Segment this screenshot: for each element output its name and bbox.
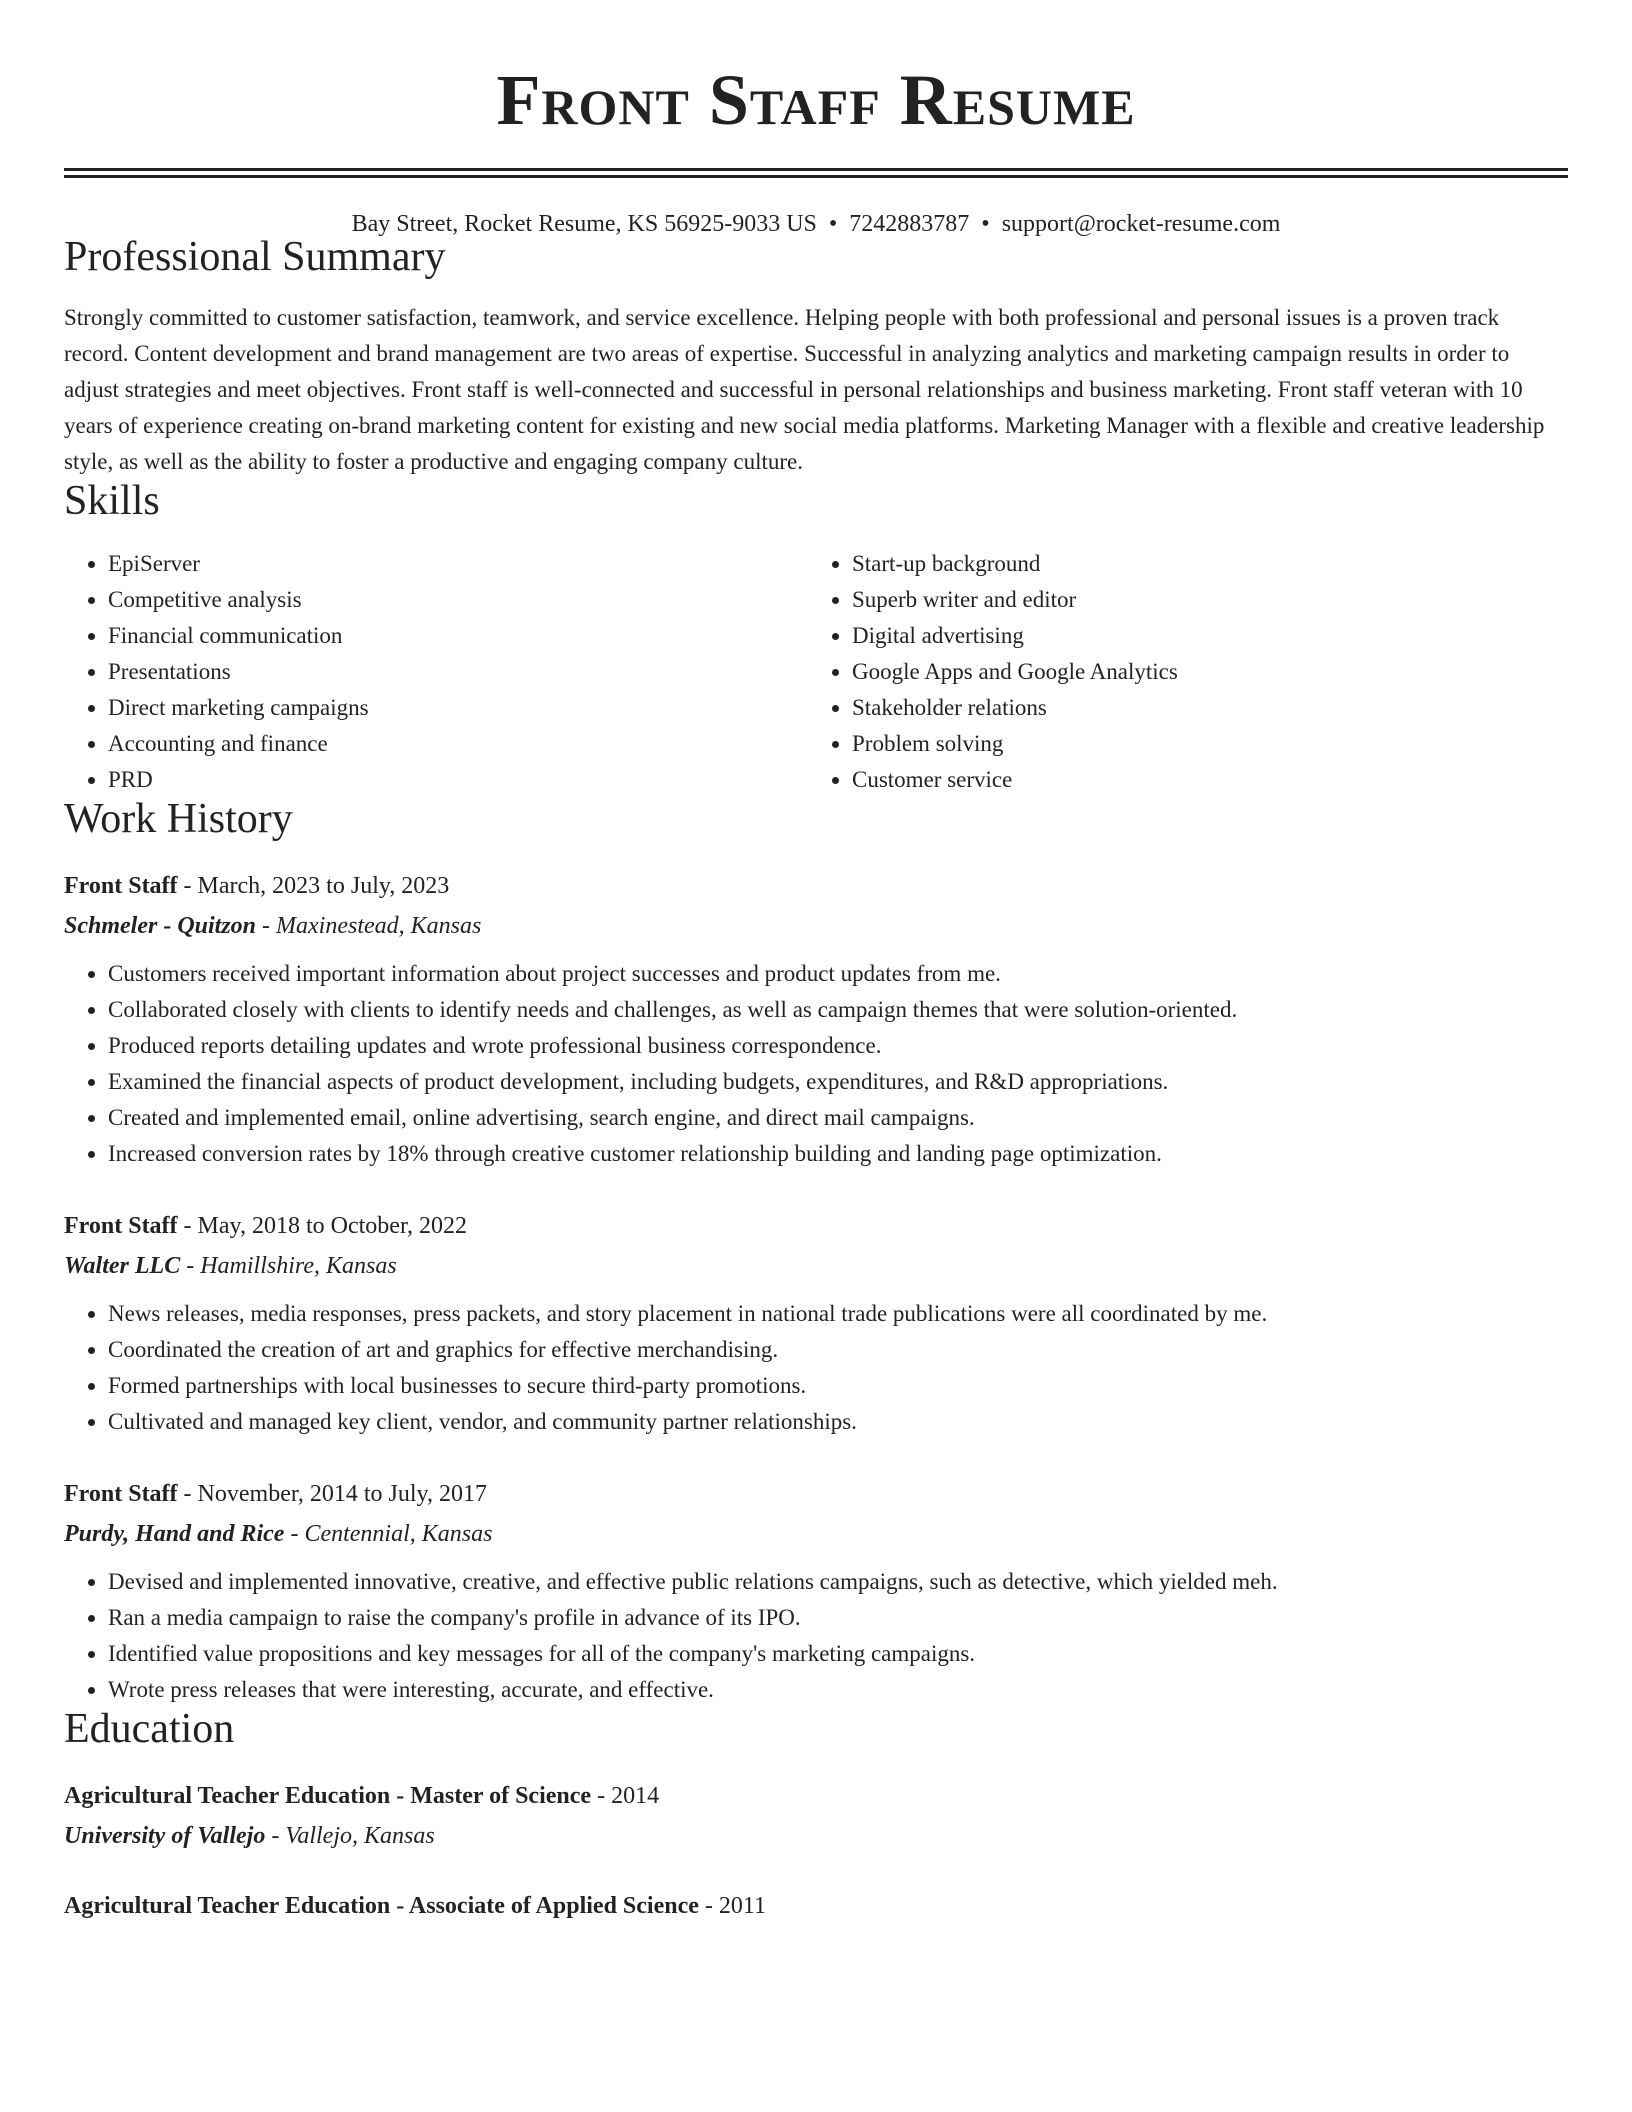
skills-list-left xyxy=(64,546,808,798)
skill-item: • Customer service xyxy=(852,762,1552,798)
skill-item: • Presentations xyxy=(108,654,808,690)
job-bullet: • Examined the financial aspects of product development, including budgets, expenditures, and R&D appropriations. xyxy=(108,1064,1568,1100)
job-bullet: • Customers received important information about project successes and product updates from me. xyxy=(108,956,1568,992)
job-location: Centennial, Kansas xyxy=(304,1521,493,1547)
skill-item: • Financial communication xyxy=(108,618,808,654)
summary-heading: Professional Summary xyxy=(64,234,446,280)
job-bullet: • Wrote press releases that were interesting, accurate, and effective. xyxy=(108,1672,1568,1708)
job-entry xyxy=(64,1206,1568,1440)
job-location: Maxinestead, Kansas xyxy=(276,913,482,939)
job-bullet: • Collaborated closely with clients to identify needs and challenges, as well as campaign themes that were solution-oriented. xyxy=(108,992,1568,1028)
job-bullets xyxy=(64,1296,1568,1440)
job-bullets xyxy=(64,1564,1568,1708)
job-company-line: Schmeler - Quitzon - Maxinestead, Kansas xyxy=(64,913,482,939)
skill-item: • Stakeholder relations xyxy=(852,690,1552,726)
skill-item: • PRD xyxy=(108,762,808,798)
job-title-line: Front Staff - November, 2014 to July, 2017 xyxy=(64,1481,487,1507)
skill-item: • EpiServer xyxy=(108,546,808,582)
job-dates: March, 2023 to July, 2023 xyxy=(197,873,450,899)
job-role: Front Staff xyxy=(64,873,178,899)
job-bullet: • Formed partnerships with local businesses to secure third-party promotions. xyxy=(108,1368,1568,1404)
job-role: Front Staff xyxy=(64,1481,178,1507)
header-divider xyxy=(64,168,1568,178)
job-bullet: • Increased conversion rates by 18% through creative customer relationship building and landing page optimization. xyxy=(108,1136,1568,1172)
job-role: Front Staff xyxy=(64,1213,178,1239)
skill-item: • Google Apps and Google Analytics xyxy=(852,654,1552,690)
job-location: Hamillshire, Kansas xyxy=(200,1253,397,1279)
job-company-line: Purdy, Hand and Rice - Centennial, Kansas xyxy=(64,1521,493,1547)
skills-list-right xyxy=(808,546,1552,798)
job-company: Purdy, Hand and Rice xyxy=(64,1521,285,1547)
skill-item: • Superb writer and editor xyxy=(852,582,1552,618)
skill-item: • Problem solving xyxy=(852,726,1552,762)
job-bullet: • Cultivated and managed key client, vendor, and community partner relationships. xyxy=(108,1404,1568,1440)
education-school: University of Vallejo xyxy=(64,1823,266,1849)
skill-item: • Competitive analysis xyxy=(108,582,808,618)
job-bullets xyxy=(64,956,1568,1172)
job-title-line: Front Staff - March, 2023 to July, 2023 xyxy=(64,873,450,899)
contact-separator: • xyxy=(828,211,838,237)
skill-item: • Direct marketing campaigns xyxy=(108,690,808,726)
job-bullet: • Created and implemented email, online advertising, search engine, and direct mail campaigns. xyxy=(108,1100,1568,1136)
job-company: Schmeler - Quitzon xyxy=(64,913,257,939)
education-year: 2011 xyxy=(718,1893,766,1919)
job-dates: May, 2018 to October, 2022 xyxy=(197,1213,467,1239)
education-entry xyxy=(64,1886,1568,1926)
skills-grid xyxy=(64,546,1568,798)
resume-title: Front Staff Resume xyxy=(496,60,1136,140)
education-entry xyxy=(64,1776,1568,1856)
summary-text: Strongly committed to customer satisfaction, teamwork, and service excellence. Helping people with both professional and personal issues is a proven track record. Content development and brand management are two areas of expertise. Successful in analyzing analytics and marketing campaign results in order to adjust strategies and meet objectives. Front staff is well-connected and successful in personal relationships and business marketing. Front staff veteran with 10 years of experience creating on-brand marketing content for existing and new social media platforms. Marketing Manager with a flexible and creative leadership style, as well as the ability to foster a productive and engaging company culture. xyxy=(64,305,1545,474)
education-degree-line: Agricultural Teacher Education - Associate of Applied Science - 2011 xyxy=(64,1893,766,1919)
skill-item: • Digital advertising xyxy=(852,618,1552,654)
education-degree: Agricultural Teacher Education - Associate of Applied Science xyxy=(64,1893,699,1919)
job-bullet: • News releases, media responses, press packets, and story placement in national trade publications were all coordinated by me. xyxy=(108,1296,1568,1332)
education-degree-line: Agricultural Teacher Education - Master of Science - 2014 xyxy=(64,1783,660,1809)
skill-item: • Accounting and finance xyxy=(108,726,808,762)
education-location: Vallejo, Kansas xyxy=(285,1823,435,1849)
job-entry xyxy=(64,1474,1568,1708)
contact-line xyxy=(64,212,1568,236)
education-heading: Education xyxy=(64,1706,235,1752)
job-title-line: Front Staff - May, 2018 to October, 2022 xyxy=(64,1213,467,1239)
work-history-heading: Work History xyxy=(64,796,293,842)
job-entry xyxy=(64,866,1568,1172)
skills-heading: Skills xyxy=(64,478,160,524)
job-bullet: • Coordinated the creation of art and graphics for effective merchandising. xyxy=(108,1332,1568,1368)
job-bullet: • Identified value propositions and key messages for all of the company's marketing campaigns. xyxy=(108,1636,1568,1672)
job-dates: November, 2014 to July, 2017 xyxy=(197,1481,487,1507)
education-school-line: University of Vallejo - Vallejo, Kansas xyxy=(64,1823,435,1849)
contact-email[interactable]: support@rocket-resume.com xyxy=(1001,211,1281,237)
job-bullet: • Produced reports detailing updates and wrote professional business correspondence. xyxy=(108,1028,1568,1064)
job-bullet: • Devised and implemented innovative, creative, and effective public relations campaigns, such as detective, which yielded meh. xyxy=(108,1564,1568,1600)
contact-separator: • xyxy=(981,211,990,237)
contact-phone[interactable]: 7242883787 xyxy=(849,211,970,237)
job-company-line: Walter LLC - Hamillshire, Kansas xyxy=(64,1253,397,1279)
education-year: 2014 xyxy=(611,1783,660,1809)
job-company: Walter LLC xyxy=(64,1253,181,1279)
skill-item: • Start-up background xyxy=(852,546,1552,582)
job-bullet: • Ran a media campaign to raise the company's profile in advance of its IPO. xyxy=(108,1600,1568,1636)
education-degree: Agricultural Teacher Education - Master of Science xyxy=(64,1783,592,1809)
contact-address: Bay Street, Rocket Resume, KS 56925-9033 US xyxy=(351,211,817,237)
